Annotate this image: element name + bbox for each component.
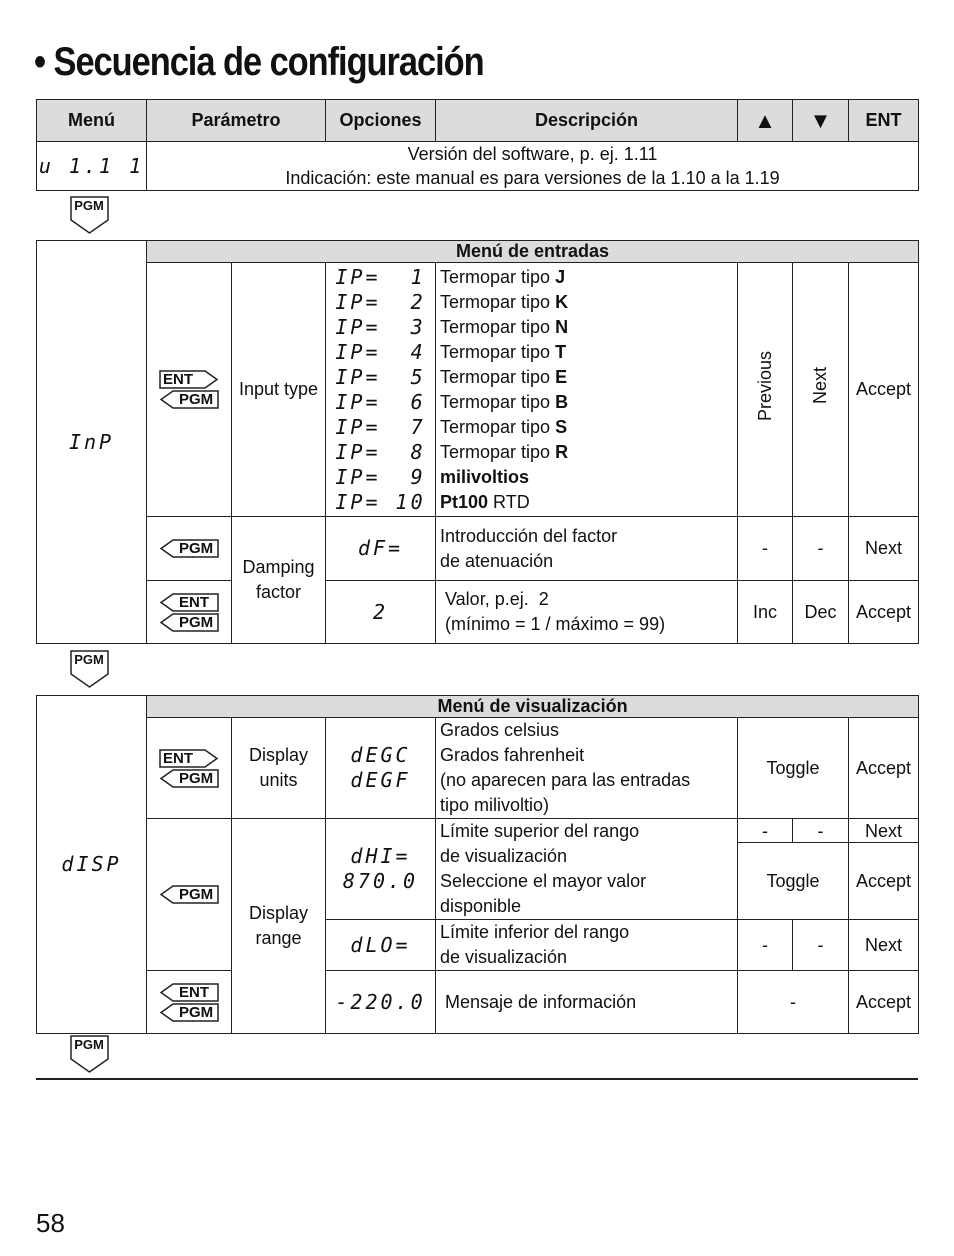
pgm-label: PGM: [74, 1037, 104, 1052]
dhi-codes: dHI= 870.0: [326, 819, 436, 920]
dlo-down: -: [793, 920, 849, 971]
units-toggle: Toggle: [738, 718, 849, 819]
pgm-keys: [147, 517, 232, 581]
pgm-key-icon: PGM: [159, 885, 219, 904]
input-codes: [326, 263, 436, 517]
input-code: IP= 4: [335, 340, 426, 364]
pgm-key-icon: [70, 196, 110, 236]
inputs-menu-code: InP: [37, 241, 147, 644]
ent-pgm-keys: [147, 971, 232, 1034]
col-ent: ENT: [849, 100, 919, 142]
input-code: IP= 1: [335, 265, 426, 289]
input-code: IP= 5: [335, 365, 426, 389]
msg-code: -220.0: [326, 971, 436, 1034]
input-code: IP= 3: [335, 315, 426, 339]
ent-pgm-keys: [147, 263, 232, 517]
display-range-param: Display range: [232, 819, 326, 1034]
col-param: Parámetro: [147, 100, 326, 142]
page-title: • Secuencia de configuración: [34, 40, 484, 84]
inputs-menu-title: Menú de entradas: [147, 241, 919, 263]
col-options: Opciones: [326, 100, 436, 142]
pgm-key-icon: PGM: [159, 613, 219, 632]
dhi-toggle: Toggle: [738, 843, 849, 920]
input-type-item: Termopar tipo J: [440, 267, 566, 287]
pgm-key-icon: PGM: [159, 1003, 219, 1022]
input-type-item: Termopar tipo R: [440, 442, 569, 462]
dlo-ent: Next: [849, 920, 919, 971]
input-type-item: Termopar tipo B: [440, 392, 569, 412]
dlo-up: -: [738, 920, 793, 971]
input-type-item: Termopar tipo S: [440, 417, 568, 437]
pgm-key-icon: PGM: [159, 769, 219, 788]
df-up: -: [738, 517, 793, 581]
pgm-label: PGM: [74, 198, 104, 213]
inputs-menu-table: [36, 240, 919, 644]
ent-pgm-keys: [147, 581, 232, 644]
dhi-desc: Límite superior del rango de visualización Seleccione el mayor valor disponible: [436, 819, 738, 920]
display-menu-title: Menú de visualización: [147, 696, 919, 718]
ent-key-icon: ENT: [159, 749, 219, 768]
value-ent: Accept: [849, 581, 919, 644]
page-number: 58: [36, 1208, 65, 1238]
input-type-item: Termopar tipo T: [440, 342, 567, 362]
msg-desc: Mensaje de información: [436, 971, 738, 1034]
value-desc: Valor, p.ej. 2 (mínimo = 1 / máximo = 99): [436, 581, 738, 644]
df-down: -: [793, 517, 849, 581]
input-code: IP= 10: [335, 490, 426, 514]
col-down: ▼: [793, 100, 849, 142]
df-ent: Next: [849, 517, 919, 581]
damping-param: Damping factor: [232, 517, 326, 644]
msg-updown: -: [738, 971, 849, 1034]
input-type-item: Termopar tipo K: [440, 292, 569, 312]
dlo-code: dLO=: [326, 920, 436, 971]
display-menu-code: dISP: [37, 696, 147, 1034]
ent-key-icon: ENT: [159, 983, 219, 1002]
version-line2: Indicación: este manual es para versiones de la 1.10 a la 1.19: [285, 168, 780, 188]
value-up: Inc: [738, 581, 793, 644]
input-code: IP= 7: [335, 415, 426, 439]
pgm-keys: [147, 819, 232, 971]
units-desc: Grados celsius Grados fahrenheit (no aparecen para las entradas tipo milivoltio): [436, 718, 738, 819]
input-type-param: Input type: [232, 263, 326, 517]
input-type-item: Termopar tipo N: [440, 317, 569, 337]
input-code: IP= 2: [335, 290, 426, 314]
down-action: Next: [793, 263, 849, 517]
input-type-item: Termopar tipo E: [440, 367, 568, 387]
bottom-rule: [36, 1078, 918, 1080]
pgm-key-icon: [70, 650, 110, 690]
ent-action: Accept: [849, 263, 919, 517]
version-info: [147, 142, 919, 191]
up-action: Previous: [738, 263, 793, 517]
input-type-item: milivoltios: [440, 467, 530, 487]
dhi-accept: Accept: [849, 843, 919, 920]
pgm-key-icon: PGM: [159, 539, 219, 558]
header-table: [36, 99, 919, 191]
pgm-key-icon: [70, 1035, 110, 1075]
pgm-key-icon: PGM: [159, 390, 219, 409]
display-units-param: Display units: [232, 718, 326, 819]
col-menu: Menú: [37, 100, 147, 142]
df-desc: Introducción del factor de atenuación: [436, 517, 738, 581]
dhi-up: -: [738, 819, 793, 843]
dhi-ent: Next: [849, 819, 919, 843]
input-code: IP= 6: [335, 390, 426, 414]
units-codes: dEGC dEGF: [326, 718, 436, 819]
ent-key-icon: ENT: [159, 593, 219, 612]
input-code: IP= 8: [335, 440, 426, 464]
display-menu-table: [36, 695, 919, 1034]
msg-ent: Accept: [849, 971, 919, 1034]
dhi-down: -: [793, 819, 849, 843]
input-types: [436, 263, 738, 517]
pgm-label: PGM: [74, 652, 104, 667]
col-up: ▲: [738, 100, 793, 142]
input-type-item: Pt100 RTD: [440, 492, 530, 512]
units-ent: Accept: [849, 718, 919, 819]
df-code: dF=: [326, 517, 436, 581]
value-code: 2: [326, 581, 436, 644]
ent-pgm-keys: [147, 718, 232, 819]
version-line1: Versión del software, p. ej. 1.11: [407, 144, 658, 164]
input-code: IP= 9: [335, 465, 426, 489]
version-code: u 1.1 1: [37, 142, 147, 191]
value-down: Dec: [793, 581, 849, 644]
ent-key-icon: ENT: [159, 370, 219, 389]
dlo-desc: Límite inferior del rango de visualización: [436, 920, 738, 971]
col-desc: Descripción: [436, 100, 738, 142]
